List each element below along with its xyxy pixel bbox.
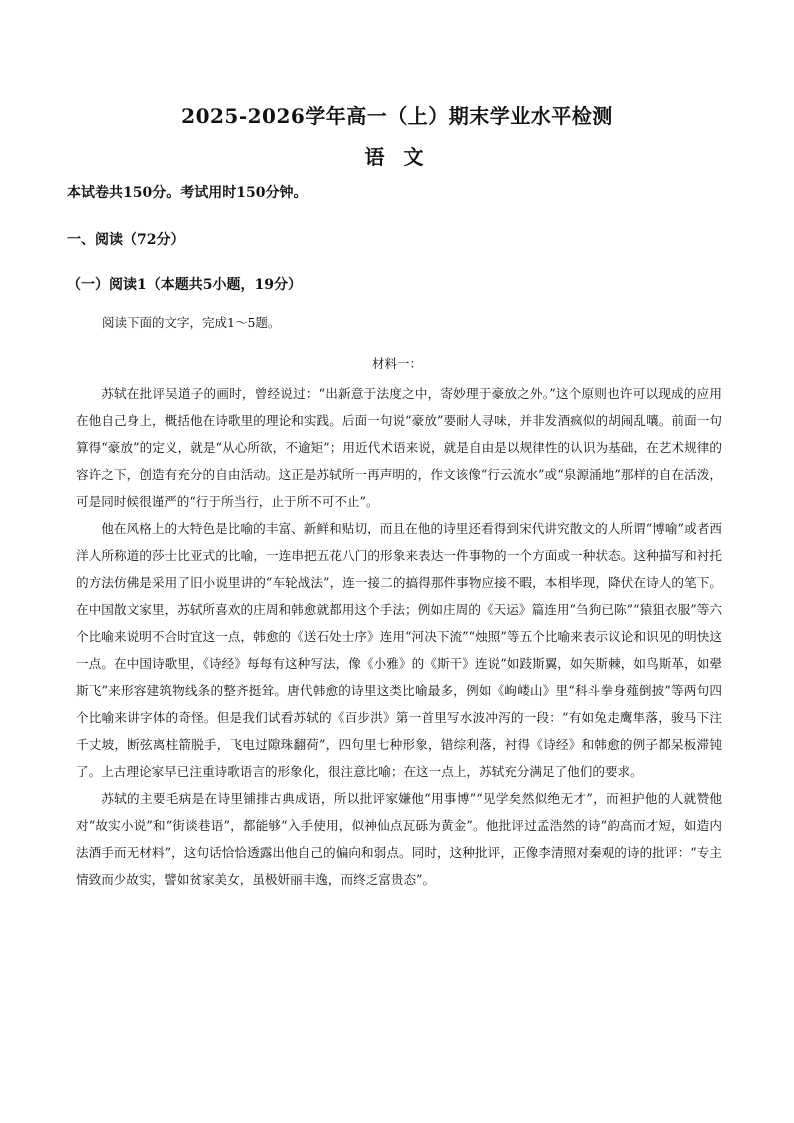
material-title: 材料一： (371, 356, 422, 371)
material-body (76, 380, 722, 893)
subsection-heading: （一）阅读1（本题共5小题，19分） (67, 277, 302, 293)
paragraph: 苏轼的主要毛病是在诗里铺排古典成语，所以批评家嫌他“用事博”“见学矣然似绝无才”，而袒护他的人就赞他对“故实小说”和“街谈巷语”，都能够“入手使用，似神仙点瓦砾为黄金”。他批评过孟浩然的诗“韵高而才短，如造内法酒手而无材料”，这句话恰恰透露出他自己的偏向和弱点。同时，这种批评，正像李清照对秦观的诗的批评：“专主情致而少故实，譬如贫家美女，虽极妍丽丰逸，而终乏富贵态”。 (76, 791, 722, 887)
reading-instruction: 阅读下面的文字，完成1～5题。 (102, 315, 281, 330)
section-heading: 一、阅读（72分） (67, 232, 185, 248)
paragraph: 他在风格上的大特色是比喻的丰富、新鲜和贴切，而且在他的诗里还看得到宋代讲究散文的人所谓“博喻”或者西洋人所称道的莎士比亚式的比喻，一连串把五花八门的形象来表达一件事物的一个方面或一种状态。这种描写和衬托的方法仿佛是采用了旧小说里讲的“车轮战法”，连一接二的搞得那件事物应接不暇，本相毕现，降伏在诗人的笔下。在中国散文家里，苏轼所喜欢的庄周和韩愈就都用这个手法；例如庄周的《天运》篇连用“刍狗已陈”“猿狙衣服”等六个比喻来说明不合时宜这一点，韩愈的《送石处士序》连用“河决下流”“烛照”等五个比喻来表示议论和识见的明快这一点。在中国诗歌里，《诗经》每每有这种写法，像《小雅》的《斯干》连说“如跂斯翼，如矢斯棘，如鸟斯革，如翚斯飞”来形容建筑物线条的整齐挺耸。唐代韩愈的诗里这类比喻最多，例如《岣嵝山》里“科斗拳身薤倒披”等两句四个比喻来讲字体的奇怪。但是我们试看苏轼的《百步洪》第一首里写水波冲泻的一段：“有如兔走鹰隼落，骏马下注千丈坡，断弦离柱箭脱手，飞电过隙珠翻荷”，四句里七种形象，错综利落，衬得《诗经》和韩愈的例子都呆板滞钝了。上古理论家早已注重诗歌语言的形象化，很注意比喻；在这一点上，苏轼充分满足了他们的要求。 (76, 521, 722, 779)
paragraph: 苏轼在批评吴道子的画时，曾经说过：“出新意于法度之中，寄妙理于豪放之外。”这个原则也许可以现成的应用在他自己身上，概括他在诗歌里的理论和实践。后面一句说“豪放”要耐人寻味，并非发酒疯似的胡闹乱嚷。前面一句算得“豪放”的定义，就是“从心所欲，不逾矩”；用近代术语来说，就是自由是以规律性的认识为基础，在艺术规律的容许之下，创造有充分的自由活动。这正是苏轼所一再声明的，作文该像“行云流水”或“泉源涌地”那样的自在活泼，可是同时候很谨严的“行于所当行，止于所不可不止”。 (76, 386, 722, 509)
exam-info: 本试卷共150分。考试用时150分钟。 (67, 185, 308, 201)
subject-title: 语 文 (364, 145, 430, 169)
exam-title: 2025-2026学年高一（上）期末学业水平检测 (181, 104, 613, 128)
